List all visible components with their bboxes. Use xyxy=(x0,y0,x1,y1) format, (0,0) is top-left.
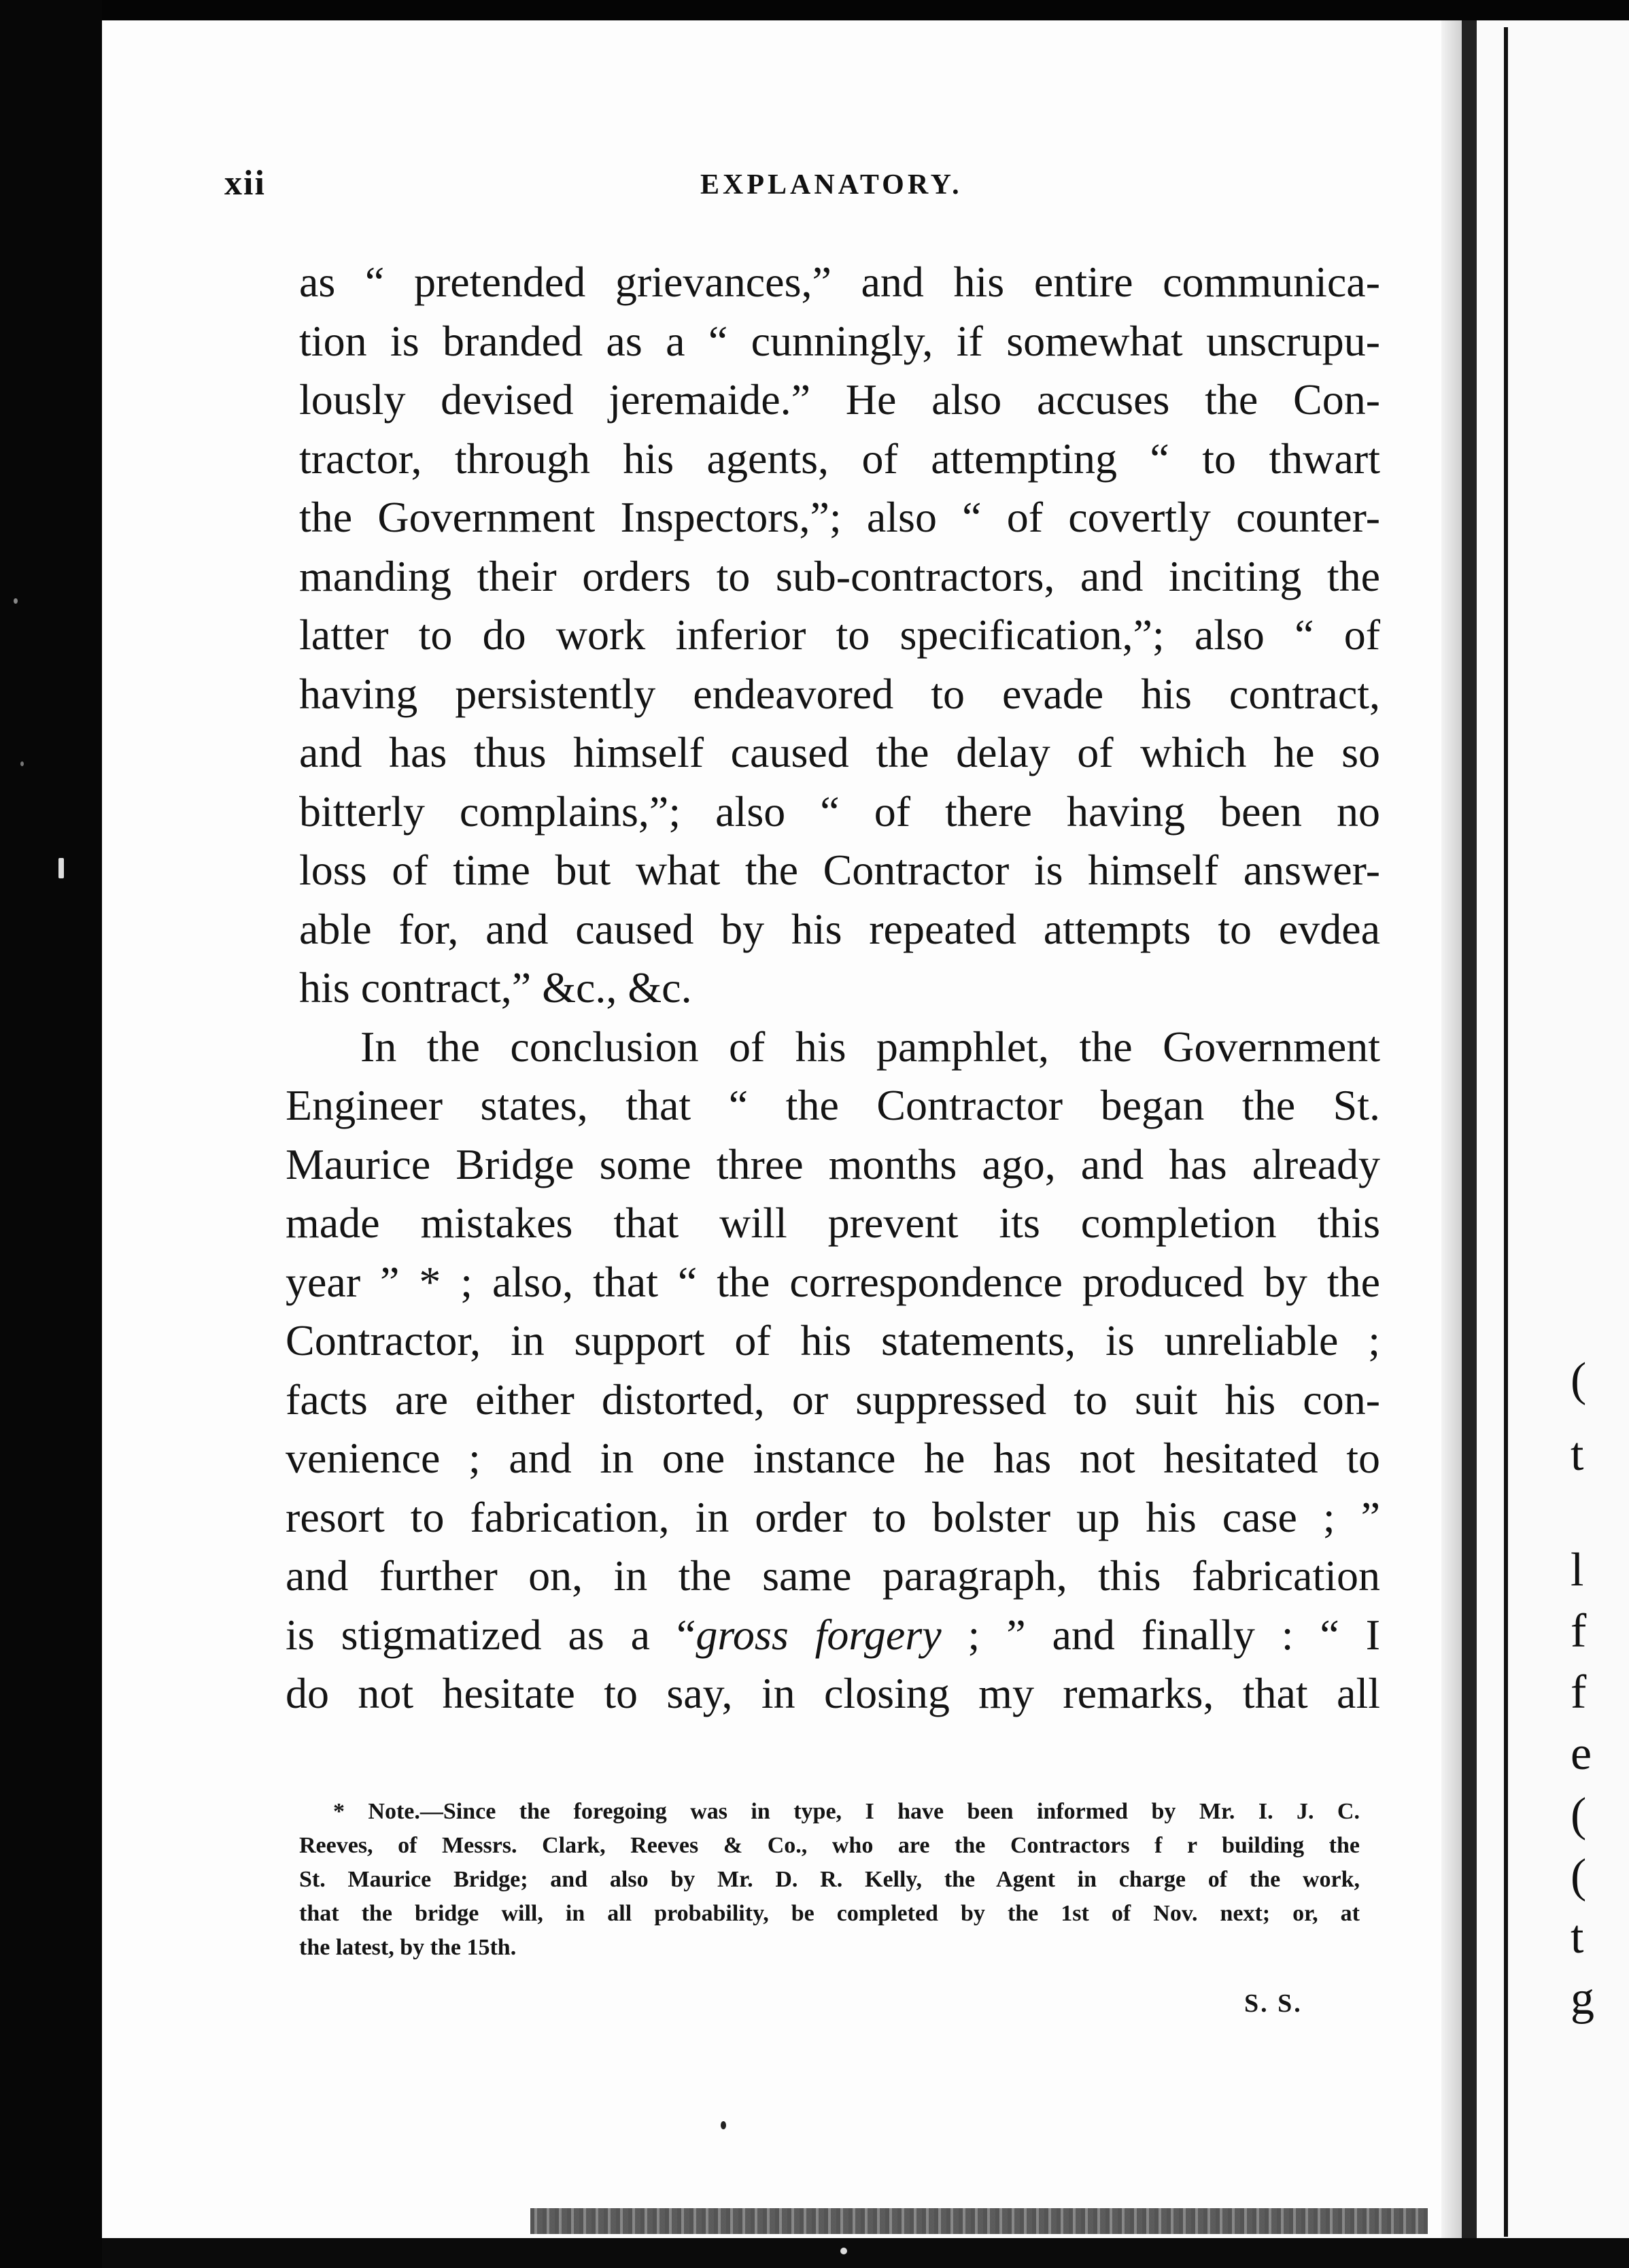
bleed-glyph: t xyxy=(1571,1911,1584,1963)
body-text xyxy=(286,253,1381,1723)
text-line: bitterly complains,”; also “ of there having been no xyxy=(299,787,1380,836)
scan-border-left xyxy=(0,0,102,2268)
footnote-line: Reeves, of Messrs. Clark, Reeves & Co., who are the Contractors f r building the xyxy=(299,1833,1360,1858)
ink-speck xyxy=(840,2248,847,2254)
text-line: venience ; and in one instance he has not hesitated to xyxy=(286,1434,1380,1482)
text-line: resort to fabrication, in order to bolster up his case ; ” xyxy=(286,1492,1380,1541)
footnote-line: that the bridge will, in all probability, be completed by the 1st of Nov. next; or, at xyxy=(299,1901,1360,1926)
text-line: Contractor, in support of his statements, is unreliable ; xyxy=(286,1316,1380,1364)
text-line: latter to do work inferior to specification,”; also “ of xyxy=(299,611,1380,659)
text-line: do not hesitate to say, in closing my remarks, that all xyxy=(286,1669,1380,1717)
text-line: and has thus himself caused the delay of which he so xyxy=(299,728,1380,776)
footnote xyxy=(299,1795,1360,1965)
text-line: his contract,” &c., &c. xyxy=(299,963,692,1012)
text-line: tion is branded as a “ cunningly, if somewhat unscrupu- xyxy=(299,316,1380,365)
footnote-signature: S. S. xyxy=(1244,1989,1303,2018)
text-line: facts are either distorted, or suppressed to suit his con- xyxy=(286,1375,1380,1424)
bleed-glyph: ( xyxy=(1571,1850,1587,1902)
text-line: year ” * ; also, that “ the correspondence produced by the xyxy=(286,1257,1380,1306)
footnote-line: St. Maurice Bridge; and also by Mr. D. R. Kelly, the Agent in charge of the work, xyxy=(299,1867,1360,1892)
bleed-glyph: f xyxy=(1571,1666,1587,1719)
paragraph-start-line: In the conclusion of his pamphlet, the Government xyxy=(360,1022,1380,1071)
ink-speck xyxy=(20,761,24,766)
text-line: lously devised jeremaide.” He also accuses the Con- xyxy=(299,375,1380,424)
text-line: Maurice Bridge some three months ago, and has already xyxy=(286,1139,1380,1188)
bleed-glyph: f xyxy=(1571,1605,1587,1657)
ink-speck xyxy=(14,598,18,604)
text-line: the Government Inspectors,”; also “ of covertly counter- xyxy=(299,493,1380,541)
italic-phrase: gross forgery xyxy=(696,1610,942,1659)
gutter-shadow xyxy=(1441,20,1462,2238)
text-line: loss of time but what the Contractor is himself answer- xyxy=(299,846,1380,894)
facing-page-edge xyxy=(1477,20,1629,2238)
bleed-glyph: g xyxy=(1571,1972,1594,2025)
text-line: Engineer states, that “ the Contractor began the St. xyxy=(286,1081,1380,1129)
ink-speck xyxy=(721,2121,726,2129)
bleed-glyph: ( xyxy=(1571,1354,1587,1406)
bleed-glyph: l xyxy=(1571,1544,1584,1596)
ink-speck xyxy=(58,858,64,878)
running-title: EXPLANATORY. xyxy=(700,169,963,201)
bleed-glyph: e xyxy=(1571,1728,1592,1780)
text-line: manding their orders to sub-contractors, and inciting the xyxy=(299,551,1380,600)
text-line: able for, and caused by his repeated attempts to evdea xyxy=(299,904,1380,953)
text-run: is stigmatized as a “ xyxy=(286,1610,696,1659)
scan-border-top xyxy=(0,0,1629,20)
bleed-glyph: t xyxy=(1571,1428,1584,1481)
page-number: xii xyxy=(224,164,266,203)
text-line: tractor, through his agents, of attempting “ to thwart xyxy=(299,434,1380,483)
footnote-line: * Note.—Since the foregoing was in type, I have been informed by Mr. I. J. C. xyxy=(333,1799,1360,1824)
text-run: ; ” and finally : “ I xyxy=(941,1610,1381,1659)
text-line: and further on, in the same paragraph, this fabrication xyxy=(286,1551,1380,1600)
facing-page-rule xyxy=(1504,27,1508,2237)
text-line: having persistently endeavored to evade his contract, xyxy=(299,669,1380,718)
page-edge xyxy=(1462,20,1477,2238)
text-line-with-italic xyxy=(286,1606,1380,1665)
footnote-line: the latest, by the 15th. xyxy=(299,1935,517,1960)
page-header xyxy=(224,163,1380,218)
text-line: made mistakes that will prevent its completion this xyxy=(286,1199,1380,1247)
bottom-binding-strip xyxy=(530,2208,1428,2234)
bleed-glyph: ( xyxy=(1571,1789,1587,1841)
text-line: as “ pretended grievances,” and his entire communica- xyxy=(299,258,1380,306)
